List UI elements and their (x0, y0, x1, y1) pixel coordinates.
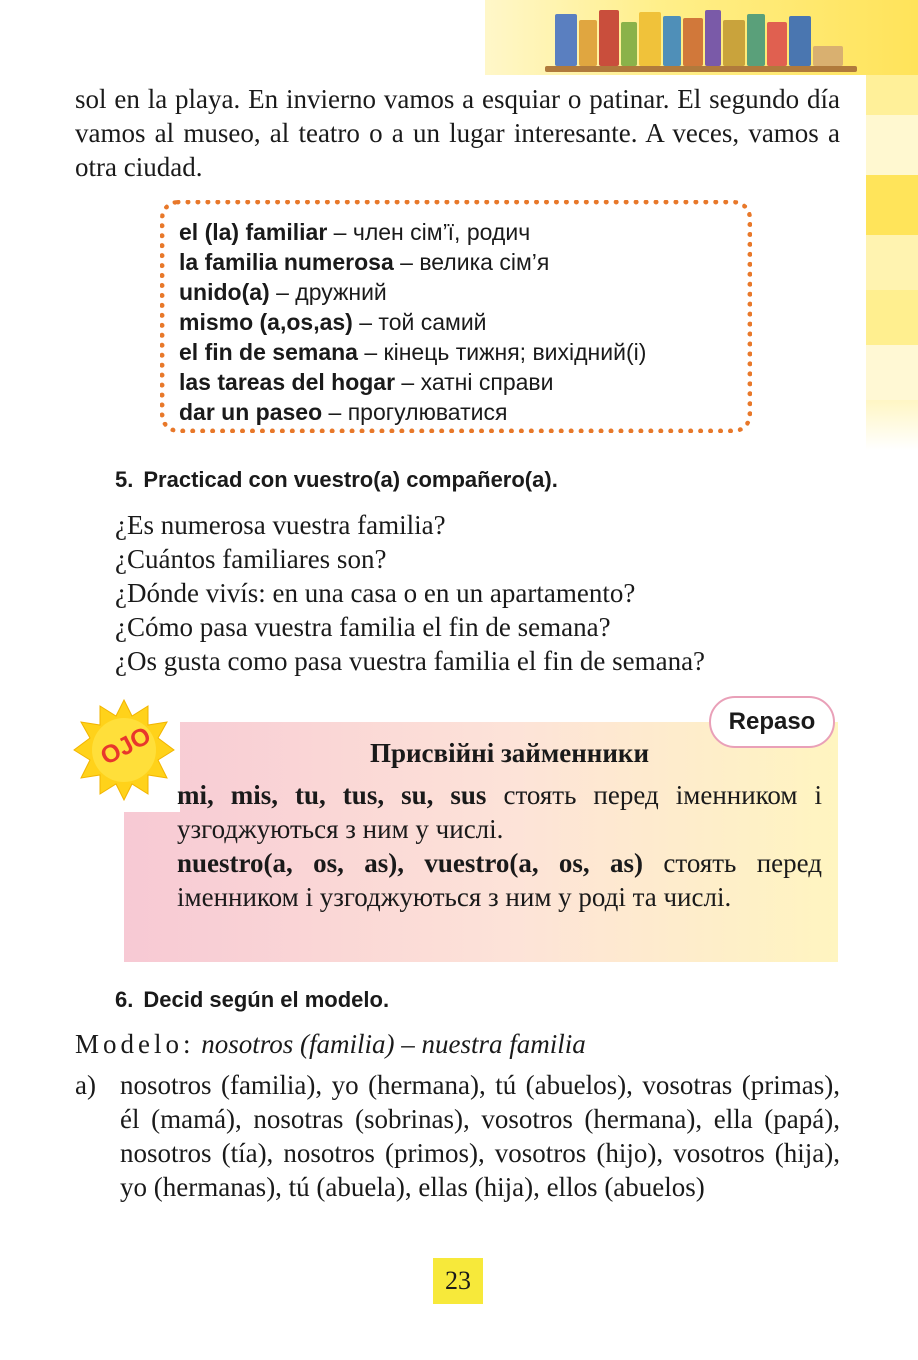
vocab-translation: – велика сім’я (393, 249, 550, 275)
item-text: nosotros (familia), yo (hermana), tú (abuelos), vosotras (primas), él (mamá), nosotras (sobrinas), vosotros (hermana), ella (papá), nosotros (tía), nosotros (primos), vosotros (hijo), vosotros (hija), yo (hermanas), tú (abuela), ellas (hija), ellos (abuelos) (120, 1070, 840, 1202)
vocab-translation: – хатні справи (395, 369, 554, 395)
vocab-translation: – член сім’ї, родич (327, 219, 531, 245)
question-item: ¿Cómo pasa vuestra familia el fin de semana? (115, 612, 611, 642)
exercise-instruction: Practicad con vuestro(a) compañero(a). (143, 467, 558, 492)
vocab-term: unido(a) (179, 279, 270, 305)
vocab-row (179, 367, 747, 397)
vocab-term: las tareas del hogar (179, 369, 396, 395)
repaso-tag: Repaso (709, 696, 835, 748)
grammar-rule-2 (177, 846, 822, 914)
model-example: nosotros (familia) – nuestra familia (201, 1029, 586, 1059)
grammar-rule-1-text: стоять перед іменником і узгоджуються з ним у числі. (177, 780, 823, 844)
vocab-row (179, 307, 747, 337)
grammar-rule-2-text: стоять перед іменником і узгоджуються з ним у роді та числі. (177, 848, 823, 912)
grammar-title: Присвійні займенники (369, 738, 650, 768)
grammar-rule-2-pronouns: nuestro(a, os, as), vuestro(a, os, as) (177, 848, 644, 878)
intro-paragraph: sol en la playa. En invierno vamos a esquiar o patinar. El segundo día vamos al museo, al teatro o a un lugar interesante. A veces, vamos a otra ciudad. (75, 84, 840, 182)
model-line (75, 1027, 586, 1061)
question-item: ¿Os gusta como pasa vuestra familia el fin de semana? (115, 646, 706, 676)
vocab-translation: – кінець тижня; вихідний(і) (357, 339, 647, 365)
ojo-label: OJO (95, 721, 156, 771)
exercise-number: 6. (115, 987, 134, 1012)
vocab-term: mismo (a,os,as) (179, 309, 353, 335)
question-item: ¿Cuántos familiares son? (115, 544, 387, 574)
question-item: ¿Dónde vivís: en una casa o en un apartamento? (115, 578, 636, 608)
page-number: 23 (433, 1258, 483, 1304)
vocab-row (179, 277, 747, 307)
bookshelf-illustration (485, 0, 918, 75)
question-item: ¿Es numerosa vuestra familia? (115, 510, 446, 540)
vocab-row (179, 337, 747, 367)
grammar-content (177, 736, 822, 914)
vocab-translation: – прогулюватися (322, 399, 508, 425)
vocab-term: el (la) familiar (179, 219, 328, 245)
exercise-6-item-a (75, 1068, 840, 1204)
exercise-5-questions (115, 508, 855, 678)
model-label: Modelo: (75, 1029, 195, 1059)
vocab-term: la familia numerosa (179, 249, 394, 275)
exercise-number: 5. (115, 467, 134, 492)
exercise-5-title (115, 467, 558, 493)
vocab-row (179, 247, 747, 277)
grammar-rule-1 (177, 778, 822, 846)
vocab-translation: – той самий (352, 309, 487, 335)
vocab-translation: – дружний (269, 279, 387, 305)
vocab-row (179, 397, 747, 427)
grammar-rule-1-pronouns: mi, mis, tu, tus, su, sus (177, 780, 487, 810)
vocab-term: el fin de semana (179, 339, 358, 365)
vocabulary-box (160, 200, 752, 433)
vocab-row (179, 217, 747, 247)
vocab-term: dar un paseo (179, 399, 323, 425)
item-marker: a) (75, 1070, 96, 1100)
exercise-instruction: Decid según el modelo. (143, 987, 390, 1012)
exercise-6-title (115, 987, 389, 1013)
